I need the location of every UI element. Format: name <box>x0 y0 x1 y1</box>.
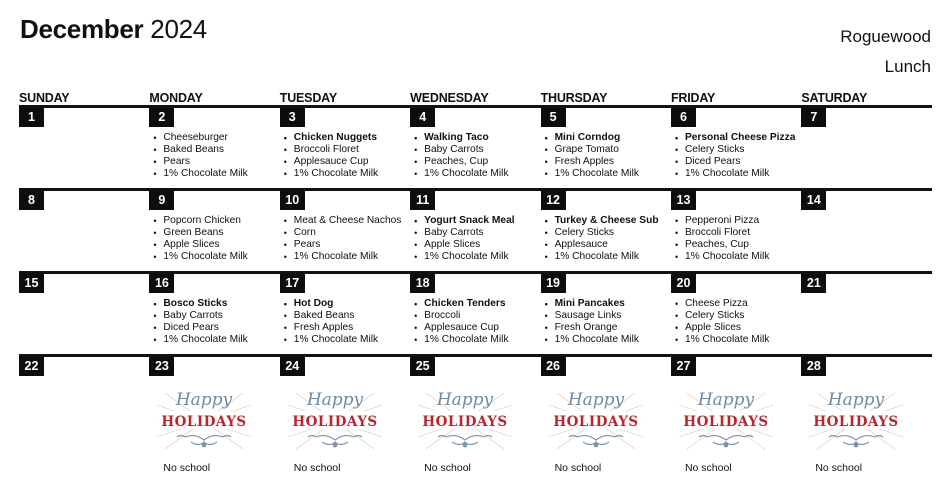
holidays-text: HOLIDAYS <box>683 414 769 430</box>
day-cell <box>671 274 801 354</box>
menu-list <box>675 132 795 180</box>
week-row <box>19 271 932 354</box>
day-number: 17 <box>280 274 305 293</box>
flourish-ornament-icon <box>829 436 883 447</box>
menu-list <box>414 132 508 180</box>
menu-item: • Fresh Apples <box>545 156 639 168</box>
day-number: 20 <box>671 274 696 293</box>
happy-holidays-graphic <box>416 385 514 457</box>
day-number: 13 <box>671 191 696 210</box>
day-cell <box>801 357 931 479</box>
day-number: 24 <box>280 357 305 376</box>
weekday-thursday: THURSDAY <box>540 91 608 105</box>
menu-entree: • Mini Pancakes <box>545 298 639 310</box>
flourish-ornament-icon <box>569 436 623 447</box>
menu-item: • 1% Chocolate Milk <box>284 334 378 346</box>
no-school-note: No school <box>163 462 211 474</box>
menu-entree: • Yogurt Snack Meal <box>414 215 514 227</box>
flourish-ornament-icon <box>177 436 231 447</box>
day-number: 5 <box>541 108 566 127</box>
menu-list <box>284 298 378 346</box>
day-cell <box>410 274 540 354</box>
day-number: 16 <box>149 274 174 293</box>
weekday-saturday: SATURDAY <box>801 91 868 105</box>
weekday-wednesday: WEDNESDAY <box>410 91 489 105</box>
menu-list <box>545 298 639 346</box>
day-cell <box>280 191 410 271</box>
day-cell <box>280 357 410 479</box>
happy-text: Happy <box>176 390 233 410</box>
weekday-friday: FRIDAY <box>670 91 716 105</box>
menu-item: • Baked Beans <box>284 310 378 322</box>
menu-entree: • Chicken Nuggets <box>284 132 378 144</box>
menu-item: • Baby Carrots <box>414 144 508 156</box>
week-row <box>19 188 932 271</box>
menu-item: • 1% Chocolate Milk <box>414 251 514 263</box>
flourish-ornament-icon <box>438 436 492 447</box>
day-number: 12 <box>541 191 566 210</box>
day-cell <box>541 274 671 354</box>
happy-holidays-graphic <box>807 385 905 457</box>
menu-item: • Applesauce <box>545 239 659 251</box>
day-number: 21 <box>801 274 826 293</box>
day-cell <box>280 274 410 354</box>
no-school-note: No school <box>424 462 471 474</box>
holidays-text: HOLIDAYS <box>292 414 378 430</box>
day-number: 19 <box>541 274 566 293</box>
menu-list <box>545 132 639 180</box>
holidays-text: HOLIDAYS <box>422 414 508 430</box>
menu-item: • Grape Tomato <box>545 144 639 156</box>
day-number: 15 <box>19 274 44 293</box>
menu-item: • Celery Sticks <box>675 310 769 322</box>
school-name: Roguewood <box>840 27 931 46</box>
day-number: 18 <box>410 274 435 293</box>
happy-holidays-graphic <box>677 385 775 457</box>
menu-item: • Diced Pears <box>675 156 795 168</box>
menu-entree: • Meat & Cheese Nachos <box>284 215 402 227</box>
holidays-text: HOLIDAYS <box>813 414 899 430</box>
menu-item: • Applesauce Cup <box>284 156 378 168</box>
day-number: 23 <box>149 357 174 376</box>
happy-text: Happy <box>697 390 755 410</box>
no-school-note: No school <box>293 462 341 474</box>
day-number: 2 <box>149 108 174 127</box>
menu-entree: • Pepperoni Pizza <box>675 215 769 227</box>
menu-item: • 1% Chocolate Milk <box>414 168 508 180</box>
menu-list <box>153 298 247 346</box>
weekday-sunday: SUNDAY <box>19 91 70 105</box>
day-cell <box>149 357 279 479</box>
menu-list <box>414 298 508 346</box>
day-number: 4 <box>410 108 435 127</box>
menu-item: • Broccoli Floret <box>675 227 769 239</box>
day-cell <box>19 108 149 188</box>
menu-item: • 1% Chocolate Milk <box>153 334 247 346</box>
menu-list <box>153 215 247 263</box>
holidays-text: HOLIDAYS <box>161 414 247 430</box>
happy-text: Happy <box>567 390 624 410</box>
calendar-grid <box>19 91 932 479</box>
menu-entree: • Personal Cheese Pizza <box>675 132 795 144</box>
menu-item: • Broccoli Floret <box>284 144 378 156</box>
day-number: 26 <box>541 357 566 376</box>
day-number: 25 <box>410 357 435 376</box>
week-row <box>19 105 932 188</box>
happy-text: Happy <box>306 390 363 410</box>
happy-holidays-graphic <box>286 385 384 457</box>
menu-item: • Pears <box>284 239 402 251</box>
flourish-ornament-icon <box>308 436 362 447</box>
menu-list <box>675 298 769 346</box>
menu-item: • 1% Chocolate Milk <box>414 334 508 346</box>
menu-item: • Celery Sticks <box>545 227 659 239</box>
weekday-monday: MONDAY <box>149 91 203 105</box>
menu-item: • Peaches, Cup <box>414 156 508 168</box>
day-number: 28 <box>801 357 826 376</box>
no-school-note: No school <box>684 462 732 474</box>
day-number: 27 <box>671 357 696 376</box>
day-cell <box>541 191 671 271</box>
menu-item: • 1% Chocolate Milk <box>545 251 659 263</box>
day-number: 22 <box>19 357 44 376</box>
day-cell <box>19 274 149 354</box>
menu-item: • Broccoli <box>414 310 508 322</box>
menu-entree: • Bosco Sticks <box>153 298 247 310</box>
day-number: 1 <box>19 108 44 127</box>
day-cell <box>19 191 149 271</box>
menu-item: • Diced Pears <box>153 322 247 334</box>
day-cell <box>671 191 801 271</box>
menu-list <box>414 215 514 263</box>
day-cell <box>671 108 801 188</box>
menu-entree: • Walking Taco <box>414 132 508 144</box>
menu-item: • Peaches, Cup <box>675 239 769 251</box>
weekday-header-row <box>19 91 932 105</box>
menu-item: • Corn <box>284 227 402 239</box>
day-cell <box>410 191 540 271</box>
menu-item: • Pears <box>153 156 247 168</box>
holidays-text: HOLIDAYS <box>552 414 639 430</box>
menu-item: • Apple Slices <box>414 239 514 251</box>
title-month: December <box>20 14 144 44</box>
menu-entree: • Hot Dog <box>284 298 378 310</box>
menu-item: • Baby Carrots <box>414 227 514 239</box>
day-number: 9 <box>149 191 174 210</box>
day-number: 10 <box>280 191 305 210</box>
menu-item: • 1% Chocolate Milk <box>675 251 769 263</box>
day-cell <box>280 108 410 188</box>
day-number: 8 <box>19 191 44 210</box>
menu-list <box>284 215 402 263</box>
day-cell <box>541 357 671 479</box>
menu-item: • 1% Chocolate Milk <box>284 251 402 263</box>
flourish-ornament-icon <box>699 436 753 447</box>
day-cell <box>410 108 540 188</box>
menu-item: • 1% Chocolate Milk <box>153 168 247 180</box>
no-school-note: No school <box>554 462 602 474</box>
day-cell <box>541 108 671 188</box>
menu-item: • Applesauce Cup <box>414 322 508 334</box>
menu-item: • Fresh Apples <box>284 322 378 334</box>
page-title <box>20 14 207 45</box>
happy-holidays-graphic <box>547 385 645 457</box>
menu-item: • Celery Sticks <box>675 144 795 156</box>
menu-list <box>675 215 769 263</box>
menu-item: • 1% Chocolate Milk <box>545 168 639 180</box>
week-row <box>19 354 932 479</box>
menu-entree: • Turkey & Cheese Sub <box>545 215 659 227</box>
menu-entree: • Cheese Pizza <box>675 298 769 310</box>
menu-item: • 1% Chocolate Milk <box>675 168 795 180</box>
day-cell <box>149 274 279 354</box>
day-cell <box>410 357 540 479</box>
meal-type: Lunch <box>884 57 931 76</box>
day-cell <box>801 108 931 188</box>
menu-item: • Fresh Orange <box>545 322 639 334</box>
day-cell <box>149 191 279 271</box>
day-number: 3 <box>280 108 305 127</box>
happy-holidays-graphic <box>155 385 253 457</box>
happy-text: Happy <box>437 390 494 410</box>
menu-item: • 1% Chocolate Milk <box>153 251 247 263</box>
day-number: 6 <box>671 108 696 127</box>
day-number: 14 <box>801 191 826 210</box>
menu-item: • Baby Carrots <box>153 310 247 322</box>
menu-item: • 1% Chocolate Milk <box>284 168 378 180</box>
day-cell <box>801 191 931 271</box>
menu-item: • Apple Slices <box>675 322 769 334</box>
day-number: 7 <box>801 108 826 127</box>
menu-item: • Apple Slices <box>153 239 247 251</box>
menu-list <box>284 132 378 180</box>
menu-item: • Baked Beans <box>153 144 247 156</box>
menu-entree: • Mini Corndog <box>545 132 639 144</box>
no-school-note: No school <box>815 462 863 474</box>
menu-item: • Sausage Links <box>545 310 639 322</box>
menu-list <box>153 132 247 180</box>
day-number: 11 <box>410 191 435 210</box>
weekday-tuesday: TUESDAY <box>279 91 337 105</box>
menu-item: • 1% Chocolate Milk <box>545 334 639 346</box>
title-year: 2024 <box>150 14 207 44</box>
menu-item: • Green Beans <box>153 227 247 239</box>
menu-list <box>545 215 659 263</box>
menu-entree: • Popcorn Chicken <box>153 215 247 227</box>
day-cell <box>19 357 149 479</box>
menu-entree: • Cheeseburger <box>153 132 247 144</box>
happy-text: Happy <box>828 390 885 410</box>
day-cell <box>801 274 931 354</box>
menu-entree: • Chicken Tenders <box>414 298 508 310</box>
day-cell <box>671 357 801 479</box>
menu-item: • 1% Chocolate Milk <box>675 334 769 346</box>
day-cell <box>149 108 279 188</box>
